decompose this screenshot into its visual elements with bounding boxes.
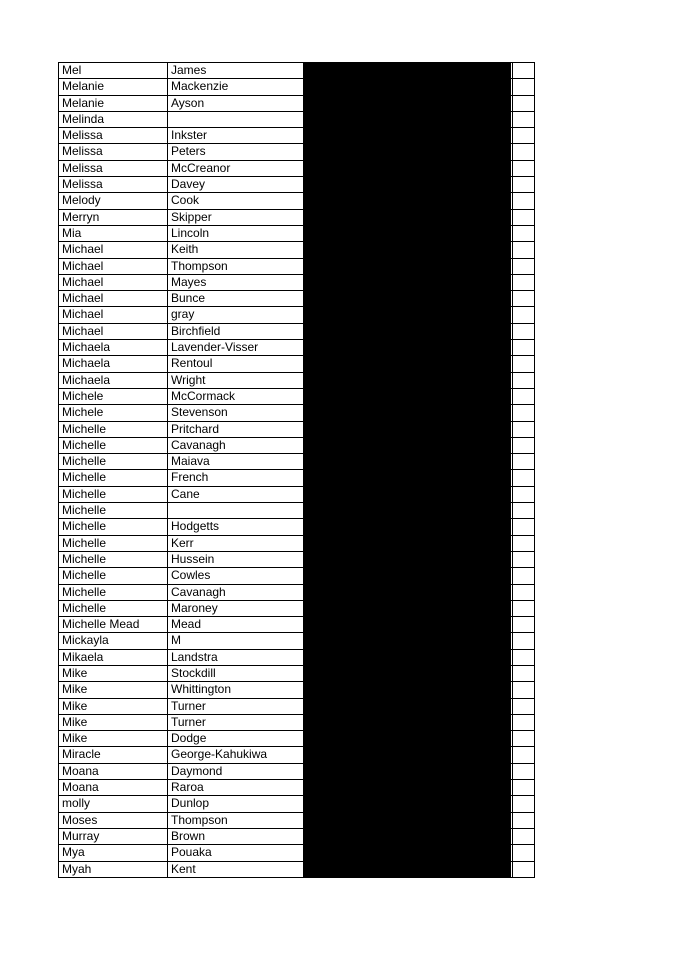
empty-cell	[513, 633, 535, 648]
empty-cell	[513, 585, 535, 600]
empty-cell	[513, 324, 535, 339]
last-name-cell: Cane	[168, 487, 305, 502]
empty-cell	[513, 63, 535, 78]
last-name-cell: Cavanagh	[168, 438, 305, 453]
first-name-cell: Moses	[59, 813, 168, 828]
last-name-cell: Davey	[168, 177, 305, 192]
last-name-cell: Kerr	[168, 536, 305, 551]
last-name-cell: Ayson	[168, 96, 305, 111]
first-name-cell: Myah	[59, 862, 168, 877]
last-name-cell: Keith	[168, 242, 305, 257]
last-name-cell: Turner	[168, 699, 305, 714]
empty-cell	[513, 438, 535, 453]
last-name-cell: Turner	[168, 715, 305, 730]
last-name-cell: Mayes	[168, 275, 305, 290]
empty-cell	[513, 780, 535, 795]
first-name-cell: Mikaela	[59, 650, 168, 665]
first-name-cell: Mel	[59, 63, 168, 78]
last-name-cell: Thompson	[168, 813, 305, 828]
empty-cell	[513, 845, 535, 860]
empty-cell	[513, 259, 535, 274]
last-name-cell: Inkster	[168, 128, 305, 143]
empty-cell	[513, 568, 535, 583]
last-name-cell: Bunce	[168, 291, 305, 306]
first-name-cell: Melanie	[59, 96, 168, 111]
empty-cell	[513, 682, 535, 697]
first-name-cell: Melissa	[59, 161, 168, 176]
last-name-cell: Mackenzie	[168, 79, 305, 94]
empty-cell	[513, 454, 535, 469]
last-name-cell: Pritchard	[168, 422, 305, 437]
empty-cell	[513, 731, 535, 746]
first-name-cell: Michelle	[59, 536, 168, 551]
empty-cell	[513, 405, 535, 420]
last-name-cell: Mead	[168, 617, 305, 632]
empty-cell	[513, 356, 535, 371]
empty-cell	[513, 470, 535, 485]
empty-cell	[513, 226, 535, 241]
empty-cell	[513, 340, 535, 355]
first-name-cell: Michelle	[59, 601, 168, 616]
last-name-cell: George-Kahukiwa	[168, 747, 305, 762]
empty-cell	[513, 503, 535, 518]
last-name-cell: McCormack	[168, 389, 305, 404]
first-name-cell: Merryn	[59, 210, 168, 225]
last-name-cell: Lincoln	[168, 226, 305, 241]
first-name-cell: Melissa	[59, 128, 168, 143]
first-name-cell: Mike	[59, 715, 168, 730]
last-name-cell: Rentoul	[168, 356, 305, 371]
last-name-cell: Peters	[168, 144, 305, 159]
last-name-cell: Thompson	[168, 259, 305, 274]
first-name-cell: Michelle	[59, 568, 168, 583]
first-name-cell: Miracle	[59, 747, 168, 762]
empty-cell	[513, 699, 535, 714]
first-name-cell: Moana	[59, 764, 168, 779]
empty-cell	[513, 307, 535, 322]
first-name-cell: Michelle	[59, 519, 168, 534]
first-name-cell: Michelle	[59, 438, 168, 453]
last-name-cell: Stockdill	[168, 666, 305, 681]
first-name-cell: Mickayla	[59, 633, 168, 648]
empty-cell	[513, 796, 535, 811]
empty-cell	[513, 112, 535, 127]
empty-cell	[513, 177, 535, 192]
last-name-cell: Hodgetts	[168, 519, 305, 534]
last-name-cell: Cavanagh	[168, 585, 305, 600]
last-name-cell: gray	[168, 307, 305, 322]
last-name-cell: Birchfield	[168, 324, 305, 339]
first-name-cell: Moana	[59, 780, 168, 795]
first-name-cell: Michelle Mead	[59, 617, 168, 632]
last-name-cell: M	[168, 633, 305, 648]
last-name-cell: Cowles	[168, 568, 305, 583]
empty-cell	[513, 487, 535, 502]
empty-cell	[513, 650, 535, 665]
first-name-cell: Mike	[59, 699, 168, 714]
first-name-cell: Melody	[59, 193, 168, 208]
first-name-cell: Mike	[59, 731, 168, 746]
first-name-cell: Michael	[59, 259, 168, 274]
empty-cell	[513, 161, 535, 176]
last-name-cell	[168, 503, 305, 518]
empty-cell	[513, 536, 535, 551]
empty-cell	[513, 389, 535, 404]
empty-cell	[513, 193, 535, 208]
first-name-cell: Michelle	[59, 470, 168, 485]
first-name-cell: Melinda	[59, 112, 168, 127]
last-name-cell: Maroney	[168, 601, 305, 616]
empty-cell	[513, 666, 535, 681]
empty-cell	[513, 242, 535, 257]
empty-cell	[513, 813, 535, 828]
last-name-cell: Pouaka	[168, 845, 305, 860]
first-name-cell: Michael	[59, 307, 168, 322]
last-name-cell: Lavender-Visser	[168, 340, 305, 355]
last-name-cell: French	[168, 470, 305, 485]
redaction-block	[303, 62, 511, 878]
first-name-cell: Michael	[59, 275, 168, 290]
first-name-cell: Michaela	[59, 356, 168, 371]
empty-cell	[513, 96, 535, 111]
last-name-cell: Maiava	[168, 454, 305, 469]
empty-cell	[513, 210, 535, 225]
last-name-cell: Brown	[168, 829, 305, 844]
empty-cell	[513, 617, 535, 632]
last-name-cell: Stevenson	[168, 405, 305, 420]
empty-cell	[513, 764, 535, 779]
last-name-cell: Wright	[168, 373, 305, 388]
first-name-cell: Mya	[59, 845, 168, 860]
first-name-cell: Michael	[59, 242, 168, 257]
empty-cell	[513, 552, 535, 567]
empty-cell	[513, 715, 535, 730]
empty-cell	[513, 373, 535, 388]
first-name-cell: Michele	[59, 405, 168, 420]
first-name-cell: Michelle	[59, 422, 168, 437]
empty-cell	[513, 862, 535, 877]
empty-cell	[513, 747, 535, 762]
empty-cell	[513, 79, 535, 94]
last-name-cell: Skipper	[168, 210, 305, 225]
first-name-cell: Melanie	[59, 79, 168, 94]
empty-cell	[513, 519, 535, 534]
first-name-cell: Michael	[59, 291, 168, 306]
first-name-cell: Michelle	[59, 552, 168, 567]
last-name-cell: Hussein	[168, 552, 305, 567]
first-name-cell: Michael	[59, 324, 168, 339]
first-name-cell: Melissa	[59, 144, 168, 159]
first-name-cell: molly	[59, 796, 168, 811]
first-name-cell: Michelle	[59, 454, 168, 469]
first-name-cell: Melissa	[59, 177, 168, 192]
empty-cell	[513, 144, 535, 159]
first-name-cell: Michelle	[59, 585, 168, 600]
first-name-cell: Mia	[59, 226, 168, 241]
last-name-cell: Whittington	[168, 682, 305, 697]
last-name-cell: Daymond	[168, 764, 305, 779]
empty-cell	[513, 422, 535, 437]
first-name-cell: Michaela	[59, 340, 168, 355]
empty-cell	[513, 829, 535, 844]
empty-cell	[513, 291, 535, 306]
first-name-cell: Mike	[59, 682, 168, 697]
last-name-cell: Dodge	[168, 731, 305, 746]
first-name-cell: Murray	[59, 829, 168, 844]
last-name-cell: Cook	[168, 193, 305, 208]
last-name-cell: James	[168, 63, 305, 78]
last-name-cell: McCreanor	[168, 161, 305, 176]
first-name-cell: Michele	[59, 389, 168, 404]
first-name-cell: Mike	[59, 666, 168, 681]
empty-cell	[513, 275, 535, 290]
empty-cell	[513, 128, 535, 143]
first-name-cell: Michaela	[59, 373, 168, 388]
last-name-cell: Raroa	[168, 780, 305, 795]
last-name-cell: Kent	[168, 862, 305, 877]
empty-cell	[513, 601, 535, 616]
last-name-cell	[168, 112, 305, 127]
last-name-cell: Landstra	[168, 650, 305, 665]
first-name-cell: Michelle	[59, 487, 168, 502]
first-name-cell: Michelle	[59, 503, 168, 518]
last-name-cell: Dunlop	[168, 796, 305, 811]
